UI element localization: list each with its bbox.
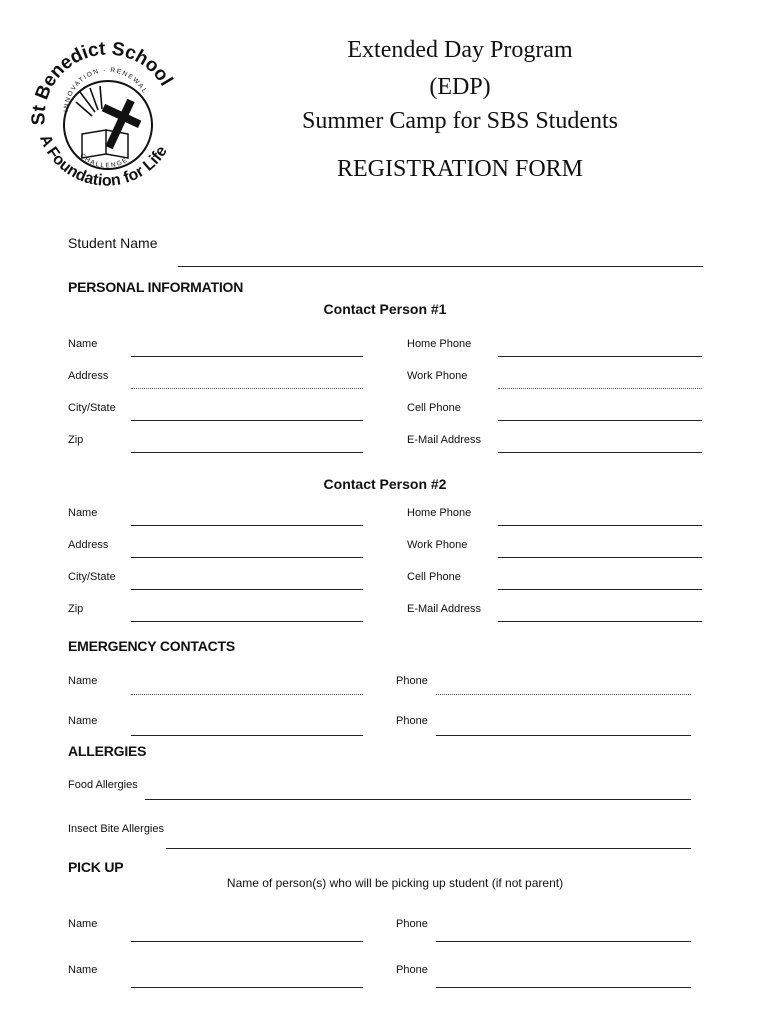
contact1-city-state-field[interactable] <box>131 420 363 421</box>
form-title: REGISTRATION FORM <box>336 156 584 182</box>
contact1-home-phone-label: Home Phone <box>407 338 472 350</box>
emergency-phone2-label: Phone <box>396 715 428 727</box>
contact2-address-label: Address <box>68 539 109 551</box>
svg-text:St Benedict School: St Benedict School <box>28 38 177 126</box>
emergency-phone1-field[interactable] <box>436 694 691 695</box>
school-logo <box>20 30 190 200</box>
contact1-work-phone-field[interactable] <box>498 388 702 389</box>
svg-text:INNOVATION · RENEWAL: INNOVATION · RENEWAL <box>62 66 149 113</box>
insect-allergies-field[interactable] <box>166 848 691 849</box>
svg-text:A Foundation for Life: A Foundation for Life <box>36 132 171 190</box>
contact2-address-field[interactable] <box>131 557 363 558</box>
contact1-email-field[interactable] <box>498 452 702 453</box>
pickup-phone2-field[interactable] <box>436 987 691 988</box>
contact1-zip-label: Zip <box>68 434 84 446</box>
contact2-work-phone-field[interactable] <box>498 557 702 558</box>
contact1-work-phone-label: Work Phone <box>407 370 468 382</box>
contact2-work-phone-label: Work Phone <box>407 539 468 551</box>
pickup-phone1-label: Phone <box>396 918 428 930</box>
contact2-email-label: E-Mail Address <box>407 603 481 615</box>
contact1-cell-phone-label: Cell Phone <box>407 402 461 414</box>
contact2-cell-phone-field[interactable] <box>498 589 702 590</box>
emergency-name1-label: Name <box>68 675 98 687</box>
pickup-name1-label: Name <box>68 918 98 930</box>
pickup-phone2-label: Phone <box>396 964 428 976</box>
contact1-cell-phone-field[interactable] <box>498 420 702 421</box>
emergency-phone1-label: Phone <box>396 675 428 687</box>
student-name-label: Student Name <box>68 235 158 251</box>
contact1-home-phone-field[interactable] <box>498 356 702 357</box>
contact2-name-field[interactable] <box>131 525 363 526</box>
contact1-city-state-label: City/State <box>68 402 116 414</box>
pickup-name2-label: Name <box>68 964 98 976</box>
contact1-heading: Contact Person #1 <box>323 301 447 317</box>
svg-text:CHALLENGE: CHALLENGE <box>78 152 130 170</box>
contact1-zip-field[interactable] <box>131 452 363 453</box>
pickup-instruction: Name of person(s) who will be picking up student (if not parent) <box>226 876 564 890</box>
contact1-address-field[interactable] <box>131 388 363 389</box>
contact2-city-state-label: City/State <box>68 571 116 583</box>
food-allergies-label: Food Allergies <box>68 779 138 791</box>
contact1-address-label: Address <box>68 370 109 382</box>
contact2-cell-phone-label: Cell Phone <box>407 571 461 583</box>
contact1-name-label: Name <box>68 338 98 350</box>
emergency-name1-field[interactable] <box>131 694 363 695</box>
pickup-phone1-field[interactable] <box>436 941 691 942</box>
emergency-name2-field[interactable] <box>131 735 363 736</box>
school-seal-graphic <box>20 30 190 200</box>
pickup-name2-field[interactable] <box>131 987 363 988</box>
contact2-city-state-field[interactable] <box>131 589 363 590</box>
contact2-zip-label: Zip <box>68 603 84 615</box>
camp-title: Summer Camp for SBS Students <box>301 108 619 134</box>
pickup-name1-field[interactable] <box>131 941 363 942</box>
pickup-heading: PICK UP <box>68 859 124 875</box>
contact2-home-phone-label: Home Phone <box>407 507 472 519</box>
food-allergies-field[interactable] <box>145 799 691 800</box>
contact2-home-phone-field[interactable] <box>498 525 702 526</box>
contact2-email-field[interactable] <box>498 621 702 622</box>
contact2-heading: Contact Person #2 <box>323 476 447 492</box>
contact1-email-label: E-Mail Address <box>407 434 481 446</box>
emergency-phone2-field[interactable] <box>436 735 691 736</box>
program-title: Extended Day Program <box>347 37 573 63</box>
contact1-name-field[interactable] <box>131 356 363 357</box>
program-abbreviation: (EDP) <box>429 74 491 100</box>
student-name-field[interactable] <box>178 266 703 267</box>
contact2-zip-field[interactable] <box>131 621 363 622</box>
allergies-heading: ALLERGIES <box>68 743 147 759</box>
personal-info-heading: PERSONAL INFORMATION <box>68 279 244 295</box>
emergency-name2-label: Name <box>68 715 98 727</box>
emergency-heading: EMERGENCY CONTACTS <box>68 638 236 654</box>
contact2-name-label: Name <box>68 507 98 519</box>
insect-allergies-label: Insect Bite Allergies <box>68 823 164 835</box>
